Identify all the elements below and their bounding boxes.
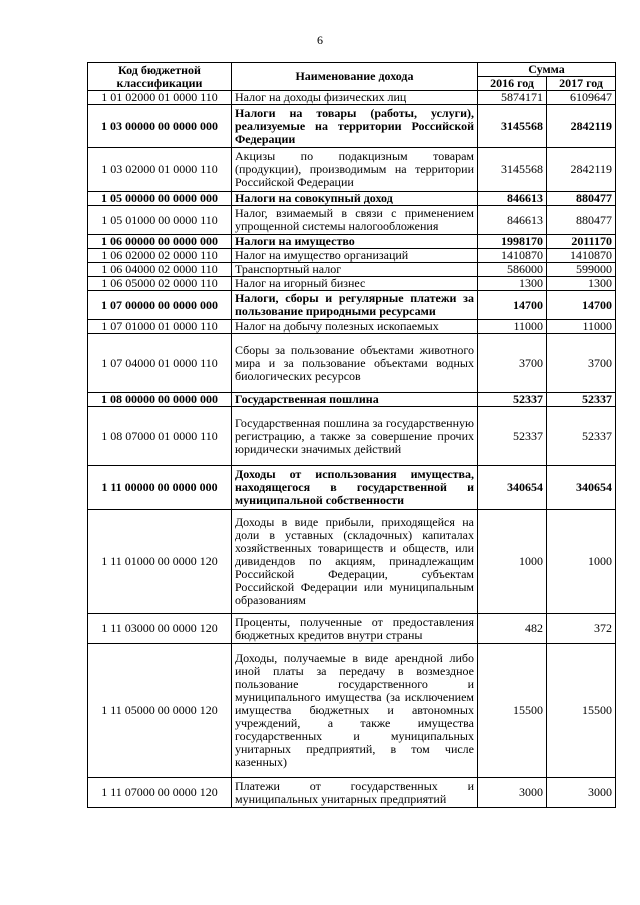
row-name: Налоги на совокупный доход xyxy=(232,192,478,206)
row-value-2017: 1300 xyxy=(547,277,616,291)
row-name: Государственная пошлина xyxy=(232,393,478,407)
row-name: Государственная пошлина за государственную регистрацию, а также за совершение прочих юридически значимых действий xyxy=(232,407,478,466)
row-value-2016: 3000 xyxy=(478,778,547,808)
table-row xyxy=(88,644,616,778)
table-row xyxy=(88,778,616,808)
row-name: Акцизы по подакцизным товарам (продукции), производимым на территории Российской Федерации xyxy=(232,148,478,192)
header-name: Наименование дохода xyxy=(232,63,478,91)
row-value-2016: 586000 xyxy=(478,263,547,277)
row-code: 1 11 03000 00 0000 120 xyxy=(88,614,232,644)
row-value-2016: 1998170 xyxy=(478,235,547,249)
row-code: 1 11 01000 00 0000 120 xyxy=(88,510,232,614)
row-code: 1 07 00000 00 0000 000 xyxy=(88,291,232,320)
row-value-2016: 5874171 xyxy=(478,91,547,105)
row-value-2017: 3700 xyxy=(547,334,616,393)
row-code: 1 07 04000 01 0000 110 xyxy=(88,334,232,393)
row-value-2017: 11000 xyxy=(547,320,616,334)
page-number: 6 xyxy=(317,33,323,47)
row-name: Доходы от использования имущества, находящегося в государственной и муниципальной собственности xyxy=(232,466,478,510)
row-value-2017: 52337 xyxy=(547,407,616,466)
row-value-2017: 1410870 xyxy=(547,249,616,263)
table-row xyxy=(88,407,616,466)
row-code: 1 08 07000 01 0000 110 xyxy=(88,407,232,466)
table-row xyxy=(88,105,616,148)
row-name: Налог на имущество организаций xyxy=(232,249,478,263)
row-value-2016: 3145568 xyxy=(478,148,547,192)
row-value-2017: 880477 xyxy=(547,206,616,235)
row-code: 1 06 05000 02 0000 110 xyxy=(88,277,232,291)
row-value-2016: 482 xyxy=(478,614,547,644)
row-value-2016: 15500 xyxy=(478,644,547,778)
table-row xyxy=(88,393,616,407)
row-name: Транспортный налог xyxy=(232,263,478,277)
row-name: Налог на игорный бизнес xyxy=(232,277,478,291)
row-value-2017: 2842119 xyxy=(547,105,616,148)
row-code: 1 05 00000 00 0000 000 xyxy=(88,192,232,206)
row-code: 1 11 00000 00 0000 000 xyxy=(88,466,232,510)
row-name: Платежи от государственных и муниципальных унитарных предприятий xyxy=(232,778,478,808)
row-value-2017: 2011170 xyxy=(547,235,616,249)
table-row xyxy=(88,291,616,320)
table-row xyxy=(88,334,616,393)
header-year-2016: 2016 год xyxy=(478,77,547,91)
table-row xyxy=(88,320,616,334)
row-code: 1 03 02000 01 0000 110 xyxy=(88,148,232,192)
header-sum: Сумма xyxy=(478,63,616,77)
row-value-2016: 11000 xyxy=(478,320,547,334)
row-value-2016: 846613 xyxy=(478,192,547,206)
row-value-2017: 14700 xyxy=(547,291,616,320)
row-value-2017: 52337 xyxy=(547,393,616,407)
row-value-2016: 3145568 xyxy=(478,105,547,148)
row-value-2017: 372 xyxy=(547,614,616,644)
row-name: Доходы в виде прибыли, приходящейся на доли в уставных (складочных) капиталах хозяйственных товариществ и обществ, или дивидендов по акциям, принадлежащим Российской Федерации, субъектам Российской Федерации или муниципальным образованиям xyxy=(232,510,478,614)
row-name: Налоги на товары (работы, услуги), реализуемые на территории Российской Федерации xyxy=(232,105,478,148)
row-value-2016: 52337 xyxy=(478,407,547,466)
row-value-2017: 15500 xyxy=(547,644,616,778)
table-body xyxy=(88,91,616,808)
header-code: Код бюджетной классификации xyxy=(88,63,232,91)
table-row xyxy=(88,249,616,263)
row-name: Сборы за пользование объектами животного мира и за пользование объектами водных биологических ресурсов xyxy=(232,334,478,393)
row-code: 1 11 07000 00 0000 120 xyxy=(88,778,232,808)
table-row xyxy=(88,263,616,277)
table-row xyxy=(88,206,616,235)
row-code: 1 06 02000 02 0000 110 xyxy=(88,249,232,263)
row-name: Доходы, получаемые в виде арендной либо иной платы за передачу в возмездное пользование государственного и муниципального имущества (за исключением имущества бюджетных и автономных учреждений, а также имущества государственных и муниципальных унитарных предприятий, в том числе казенных) xyxy=(232,644,478,778)
row-value-2017: 1000 xyxy=(547,510,616,614)
row-name: Проценты, полученные от предоставления бюджетных кредитов внутри страны xyxy=(232,614,478,644)
row-value-2016: 52337 xyxy=(478,393,547,407)
row-name: Налог на доходы физических лиц xyxy=(232,91,478,105)
row-value-2016: 3700 xyxy=(478,334,547,393)
row-value-2017: 2842119 xyxy=(547,148,616,192)
revenue-table xyxy=(87,62,616,808)
table-row xyxy=(88,148,616,192)
header-year-2017: 2017 год xyxy=(547,77,616,91)
row-value-2017: 340654 xyxy=(547,466,616,510)
row-value-2016: 340654 xyxy=(478,466,547,510)
table-row xyxy=(88,235,616,249)
row-code: 1 05 01000 00 0000 110 xyxy=(88,206,232,235)
table-row xyxy=(88,277,616,291)
row-value-2016: 14700 xyxy=(478,291,547,320)
row-code: 1 01 02000 01 0000 110 xyxy=(88,91,232,105)
row-value-2016: 1410870 xyxy=(478,249,547,263)
table-row xyxy=(88,91,616,105)
row-name: Налог, взимаемый в связи с применением упрощенной системы налогообложения xyxy=(232,206,478,235)
row-code: 1 03 00000 00 0000 000 xyxy=(88,105,232,148)
row-value-2016: 846613 xyxy=(478,206,547,235)
row-value-2016: 1000 xyxy=(478,510,547,614)
row-value-2016: 1300 xyxy=(478,277,547,291)
row-value-2017: 3000 xyxy=(547,778,616,808)
row-value-2017: 6109647 xyxy=(547,91,616,105)
row-name: Налог на добычу полезных ископаемых xyxy=(232,320,478,334)
row-value-2017: 599000 xyxy=(547,263,616,277)
table-row xyxy=(88,510,616,614)
row-name: Налоги на имущество xyxy=(232,235,478,249)
table-row xyxy=(88,192,616,206)
row-name: Налоги, сборы и регулярные платежи за пользование природными ресурсами xyxy=(232,291,478,320)
table-row xyxy=(88,466,616,510)
row-value-2017: 880477 xyxy=(547,192,616,206)
row-code: 1 06 04000 02 0000 110 xyxy=(88,263,232,277)
row-code: 1 08 00000 00 0000 000 xyxy=(88,393,232,407)
row-code: 1 06 00000 00 0000 000 xyxy=(88,235,232,249)
table-row xyxy=(88,614,616,644)
row-code: 1 07 01000 01 0000 110 xyxy=(88,320,232,334)
row-code: 1 11 05000 00 0000 120 xyxy=(88,644,232,778)
